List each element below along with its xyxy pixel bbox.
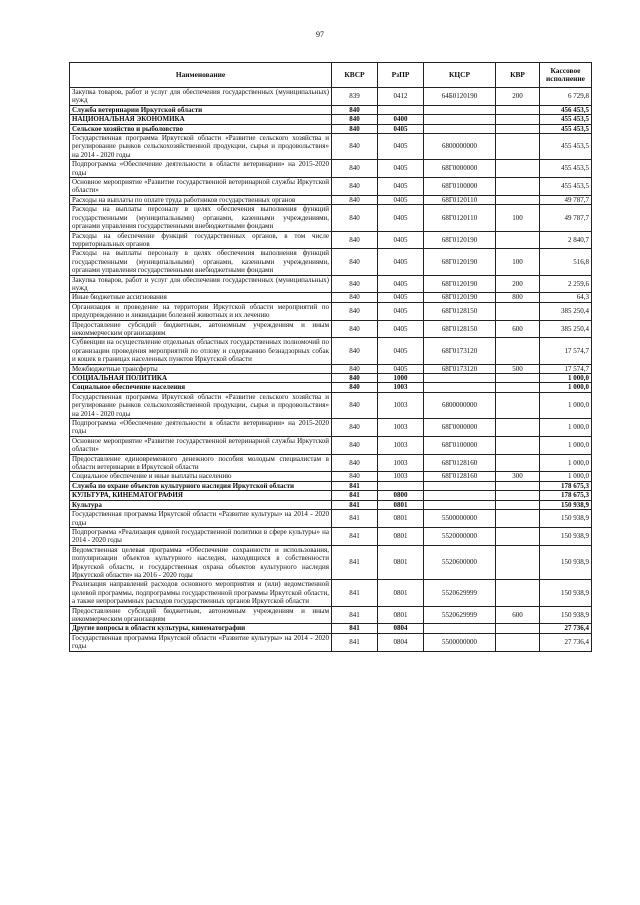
cell-kcsr: 68Г0120190 [424, 231, 496, 249]
cell-name: Закупка товаров, работ и услуг для обеспечения государственных (муниципальных) нужд [70, 275, 332, 293]
table-row [70, 115, 592, 124]
cell-kvsr: 840 [332, 364, 378, 373]
cell-kvsr: 840 [332, 195, 378, 204]
cell-kcsr: 5520000000 [424, 527, 496, 545]
cell-kcsr [424, 105, 496, 114]
table-row [70, 302, 592, 320]
cell-kvr [496, 527, 540, 545]
table-row [70, 606, 592, 624]
cell-amount: 6 729,8 [540, 88, 592, 106]
budget-table [69, 62, 592, 652]
cell-rzpr: 0405 [378, 302, 424, 320]
cell-amount: 178 675,3 [540, 481, 592, 490]
cell-kvr [496, 491, 540, 500]
cell-kvsr: 840 [332, 275, 378, 293]
table-row [70, 436, 592, 454]
cell-name: Социальное обеспечение и иные выплаты населению [70, 472, 332, 481]
cell-kcsr [424, 624, 496, 633]
cell-kcsr: 68Г0000000 [424, 419, 496, 437]
cell-amount: 27 736,4 [540, 624, 592, 633]
cell-amount: 150 938,9 [540, 527, 592, 545]
cell-kcsr [424, 115, 496, 124]
cell-kvsr: 840 [332, 115, 378, 124]
cell-kvr [496, 419, 540, 437]
cell-kvr [496, 195, 540, 204]
cell-kvsr: 841 [332, 491, 378, 500]
cell-kvr: 100 [496, 249, 540, 275]
cell-amount: 2 840,7 [540, 231, 592, 249]
table-row [70, 105, 592, 114]
cell-rzpr: 0405 [378, 124, 424, 133]
cell-name: НАЦИОНАЛЬНАЯ ЭКОНОМИКА [70, 115, 332, 124]
cell-amount: 150 938,9 [540, 580, 592, 606]
cell-amount: 1 000,0 [540, 454, 592, 472]
header-name: Наименование [70, 63, 332, 88]
table-row [70, 320, 592, 338]
cell-name: Другие вопросы в области культуры, кинематографии [70, 624, 332, 633]
cell-rzpr: 0405 [378, 160, 424, 178]
cell-kvr [496, 231, 540, 249]
cell-name: Ведомственная целевая программа «Обеспечение сохранности и использования, популяризации объектов культурного наследия, находящихся в собственности Иркутской области, и государственная охрана объектов культурного наследия Иркутской области» на 2016 - 2020 годы [70, 545, 332, 580]
cell-kvsr: 840 [332, 472, 378, 481]
table-row [70, 383, 592, 392]
cell-kcsr: 5520629999 [424, 580, 496, 606]
cell-kvr [496, 436, 540, 454]
table-row [70, 88, 592, 106]
cell-kcsr: 6800000000 [424, 392, 496, 418]
cell-kcsr: 68Г0100000 [424, 436, 496, 454]
cell-kvr [496, 633, 540, 651]
cell-amount: 27 736,4 [540, 633, 592, 651]
cell-amount: 150 938,9 [540, 606, 592, 624]
cell-amount: 1 000,0 [540, 392, 592, 418]
cell-rzpr: 0405 [378, 195, 424, 204]
cell-rzpr: 1003 [378, 436, 424, 454]
table-row [70, 195, 592, 204]
cell-kcsr: 68Г0120190 [424, 293, 496, 302]
cell-kcsr [424, 491, 496, 500]
cell-kcsr: 5500000000 [424, 633, 496, 651]
cell-kcsr [424, 374, 496, 383]
cell-name: Иные бюджетные ассигнования [70, 293, 332, 302]
cell-rzpr: 0412 [378, 88, 424, 106]
table-row [70, 205, 592, 231]
header-kcsr: КЦСР [424, 63, 496, 88]
cell-rzpr: 0804 [378, 633, 424, 651]
cell-rzpr: 0801 [378, 580, 424, 606]
cell-kvsr: 840 [332, 105, 378, 114]
table-row [70, 231, 592, 249]
cell-rzpr: 0800 [378, 491, 424, 500]
table-row [70, 454, 592, 472]
cell-rzpr: 0804 [378, 624, 424, 633]
cell-kcsr: 68Г0128150 [424, 320, 496, 338]
cell-amount: 455 453,5 [540, 134, 592, 160]
cell-kvsr: 840 [332, 205, 378, 231]
cell-rzpr: 0801 [378, 527, 424, 545]
cell-rzpr: 0405 [378, 231, 424, 249]
cell-kvsr: 840 [332, 124, 378, 133]
cell-name: Государственная программа Иркутской области «Развитие культуры» на 2014 - 2020 годы [70, 510, 332, 528]
cell-name: Реализация направлений расходов основного мероприятия и (или) ведомственной целевой программы, подпрограммы государственной программы Иркутской области, а также непрограммных расходов государственных органов Иркутской области [70, 580, 332, 606]
cell-kcsr: 64Б0120190 [424, 88, 496, 106]
cell-kvr: 500 [496, 364, 540, 373]
cell-kcsr: 68Г0120190 [424, 249, 496, 275]
cell-amount: 49 787,7 [540, 205, 592, 231]
cell-rzpr: 0801 [378, 545, 424, 580]
cell-amount: 1 000,0 [540, 374, 592, 383]
cell-amount: 178 675,3 [540, 491, 592, 500]
cell-rzpr: 0801 [378, 606, 424, 624]
table-row [70, 580, 592, 606]
cell-kvsr: 840 [332, 383, 378, 392]
cell-name: Расходы на выплаты персоналу в целях обеспечения выполнения функций государственными (муниципальными) органами, казенными учреждениями, органами управления государственными внебюджетными фондами [70, 205, 332, 231]
cell-rzpr: 0801 [378, 500, 424, 509]
cell-rzpr: 0405 [378, 338, 424, 364]
cell-kvsr: 840 [332, 249, 378, 275]
table-row [70, 178, 592, 196]
header-kvsr: КВСР [332, 63, 378, 88]
cell-name: Социальное обеспечение населения [70, 383, 332, 392]
cell-name: Государственная программа Иркутской области «Развитие сельского хозяйства и регулирование рынков сельскохозяйственной продукции, сырья и продовольствия» на 2014 - 2020 годы [70, 134, 332, 160]
cell-kcsr: 5500000000 [424, 510, 496, 528]
cell-amount: 385 250,4 [540, 320, 592, 338]
cell-kvsr: 841 [332, 510, 378, 528]
cell-kcsr [424, 124, 496, 133]
cell-kcsr: 68Г0128160 [424, 472, 496, 481]
cell-kcsr [424, 500, 496, 509]
cell-name: Расходы на выплаты персоналу в целях обеспечения выполнения функций государственными (муниципальными) органами, казенными учреждениями, органами управления государственными внебюджетными фондами [70, 249, 332, 275]
cell-kvr [496, 178, 540, 196]
cell-kcsr: 6800000000 [424, 134, 496, 160]
table-row [70, 500, 592, 509]
cell-kvr: 200 [496, 275, 540, 293]
cell-rzpr: 0405 [378, 275, 424, 293]
cell-kvr [496, 383, 540, 392]
cell-kvr [496, 392, 540, 418]
cell-name: КУЛЬТУРА, КИНЕМАТОГРАФИЯ [70, 491, 332, 500]
table-row [70, 160, 592, 178]
cell-kcsr: 68Г0120110 [424, 205, 496, 231]
cell-amount: 385 250,4 [540, 302, 592, 320]
table-row [70, 134, 592, 160]
table-row [70, 293, 592, 302]
cell-name: Служба ветеринарии Иркутской области [70, 105, 332, 114]
cell-kvsr: 840 [332, 374, 378, 383]
cell-kcsr: 68Г0100000 [424, 178, 496, 196]
table-row [70, 392, 592, 418]
cell-kvsr: 841 [332, 481, 378, 490]
cell-kvsr: 840 [332, 320, 378, 338]
cell-kvsr: 841 [332, 624, 378, 633]
cell-kcsr: 68Г0000000 [424, 160, 496, 178]
cell-kcsr: 68Г0173120 [424, 338, 496, 364]
cell-kcsr: 68Г0128150 [424, 302, 496, 320]
cell-kvr: 100 [496, 205, 540, 231]
cell-kvsr: 840 [332, 419, 378, 437]
cell-rzpr: 1003 [378, 419, 424, 437]
table-row [70, 364, 592, 373]
cell-kvr [496, 105, 540, 114]
cell-kvsr: 840 [332, 338, 378, 364]
cell-rzpr: 1003 [378, 472, 424, 481]
table-row [70, 527, 592, 545]
cell-name: Подпрограмма «Обеспечение деятельности в области ветеринарии» на 2015-2020 годы [70, 160, 332, 178]
cell-amount: 49 787,7 [540, 195, 592, 204]
cell-name: Закупка товаров, работ и услуг для обеспечения государственных (муниципальных) нужд [70, 88, 332, 106]
cell-kvr [496, 338, 540, 364]
cell-kvr [496, 624, 540, 633]
cell-kcsr: 68Г0120110 [424, 195, 496, 204]
cell-rzpr [378, 105, 424, 114]
cell-name: Культура [70, 500, 332, 509]
table-row [70, 510, 592, 528]
cell-kvsr: 840 [332, 134, 378, 160]
table-row [70, 374, 592, 383]
header-rzpr: РзПР [378, 63, 424, 88]
cell-name: Межбюджетные трансферты [70, 364, 332, 373]
cell-kvr: 200 [496, 88, 540, 106]
cell-rzpr: 0801 [378, 510, 424, 528]
cell-kvr [496, 510, 540, 528]
cell-name: Предоставление субсидий бюджетным, автономным учреждениям и иным некоммерческим организациям [70, 320, 332, 338]
cell-rzpr [378, 481, 424, 490]
cell-amount: 455 453,5 [540, 160, 592, 178]
cell-kvr [496, 580, 540, 606]
cell-rzpr: 0405 [378, 320, 424, 338]
table-row [70, 481, 592, 490]
cell-amount: 455 453,5 [540, 124, 592, 133]
table-row [70, 472, 592, 481]
header-amount: Кассовое исполнение [540, 63, 592, 88]
cell-amount: 64,3 [540, 293, 592, 302]
table-row [70, 491, 592, 500]
cell-name: Основное мероприятие «Развитие государственной ветеринарной службы Иркутской области» [70, 178, 332, 196]
cell-rzpr: 1000 [378, 374, 424, 383]
cell-kvsr: 840 [332, 178, 378, 196]
cell-kvsr: 841 [332, 545, 378, 580]
table-row [70, 275, 592, 293]
table-row [70, 419, 592, 437]
cell-kvr [496, 134, 540, 160]
cell-name: Служба по охране объектов культурного наследия Иркутской области [70, 481, 332, 490]
cell-rzpr: 1003 [378, 392, 424, 418]
table-row [70, 249, 592, 275]
table-row [70, 545, 592, 580]
cell-amount: 455 453,5 [540, 115, 592, 124]
cell-amount: 1 000,0 [540, 436, 592, 454]
cell-kcsr: 68Г0128160 [424, 454, 496, 472]
cell-name: Расходы на обеспечение функций государственных органов, в том числе территориальных органов [70, 231, 332, 249]
cell-amount: 1 000,0 [540, 419, 592, 437]
cell-kvsr: 841 [332, 633, 378, 651]
cell-name: Организация и проведение на территории Иркутской области мероприятий по предупреждению и ликвидации болезней животных и их лечению [70, 302, 332, 320]
cell-kvsr: 840 [332, 454, 378, 472]
cell-name: Государственная программа Иркутской области «Развитие культуры» на 2014 - 2020 годы [70, 633, 332, 651]
cell-rzpr: 1003 [378, 383, 424, 392]
cell-kvsr: 840 [332, 231, 378, 249]
page-number: 97 [316, 30, 324, 39]
cell-name: Предоставление единовременного денежного пособия молодым специалистам в области ветеринарии в Иркутской области [70, 454, 332, 472]
table-row [70, 338, 592, 364]
cell-amount: 150 938,9 [540, 510, 592, 528]
cell-kcsr: 68Г0173120 [424, 364, 496, 373]
cell-kcsr: 5520600000 [424, 545, 496, 580]
cell-kvr: 600 [496, 320, 540, 338]
table-row [70, 124, 592, 133]
cell-kvr [496, 454, 540, 472]
cell-kvr [496, 481, 540, 490]
cell-kvr [496, 115, 540, 124]
cell-kvsr: 840 [332, 302, 378, 320]
cell-kvr [496, 374, 540, 383]
cell-kvsr: 840 [332, 293, 378, 302]
cell-rzpr: 0400 [378, 115, 424, 124]
cell-kvr [496, 124, 540, 133]
cell-name: Подпрограмма «Обеспечение деятельности в области ветеринарии» на 2015-2020 годы [70, 419, 332, 437]
cell-kvr [496, 302, 540, 320]
cell-name: Подпрограмма «Реализация единой государственной политики в сфере культуры» на 2014 - 2020 годы [70, 527, 332, 545]
header-kvr: КВР [496, 63, 540, 88]
cell-kcsr [424, 481, 496, 490]
cell-name: Предоставление субсидий бюджетным, автономным учреждениям и иным некоммерческим организациям [70, 606, 332, 624]
cell-kvr: 300 [496, 472, 540, 481]
cell-kvr: 600 [496, 606, 540, 624]
cell-name: СОЦИАЛЬНАЯ ПОЛИТИКА [70, 374, 332, 383]
cell-kcsr [424, 383, 496, 392]
cell-kvr: 800 [496, 293, 540, 302]
cell-kvsr: 841 [332, 580, 378, 606]
cell-kvsr: 840 [332, 436, 378, 454]
cell-amount: 17 574,7 [540, 364, 592, 373]
cell-name: Субвенции на осуществление отдельных областных государственных полномочий по организации проведения мероприятий по отлову и содержанию безнадзорных собак и кошек в границах населенных пунктов Иркутской области [70, 338, 332, 364]
cell-amount: 516,8 [540, 249, 592, 275]
cell-rzpr: 1003 [378, 454, 424, 472]
cell-rzpr: 0405 [378, 249, 424, 275]
cell-kvr [496, 160, 540, 178]
cell-rzpr: 0405 [378, 364, 424, 373]
cell-kvr [496, 545, 540, 580]
cell-rzpr: 0405 [378, 134, 424, 160]
cell-amount: 455 453,5 [540, 178, 592, 196]
cell-name: Основное мероприятие «Развитие государственной ветеринарной службы Иркутской области» [70, 436, 332, 454]
cell-amount: 150 938,9 [540, 500, 592, 509]
cell-kvsr: 839 [332, 88, 378, 106]
cell-name: Сельское хозяйство и рыболовство [70, 124, 332, 133]
cell-kvsr: 841 [332, 527, 378, 545]
cell-rzpr: 0405 [378, 293, 424, 302]
cell-amount: 17 574,7 [540, 338, 592, 364]
cell-name: Государственная программа Иркутской области «Развитие сельского хозяйства и регулирование рынков сельскохозяйственной продукции, сырья и продовольствия» на 2014 - 2020 годы [70, 392, 332, 418]
table-row [70, 624, 592, 633]
cell-name: Расходы на выплаты по оплате труда работников государственных органов [70, 195, 332, 204]
cell-amount: 2 259,6 [540, 275, 592, 293]
cell-kcsr: 5520629999 [424, 606, 496, 624]
cell-kvsr: 840 [332, 392, 378, 418]
table-header-row [70, 63, 592, 88]
cell-amount: 456 453,5 [540, 105, 592, 114]
cell-kvr [496, 500, 540, 509]
cell-amount: 1 000,0 [540, 383, 592, 392]
cell-kcsr: 68Г0120190 [424, 275, 496, 293]
cell-kvsr: 841 [332, 606, 378, 624]
cell-kvsr: 840 [332, 160, 378, 178]
cell-kvsr: 841 [332, 500, 378, 509]
cell-rzpr: 0405 [378, 205, 424, 231]
cell-amount: 150 938,9 [540, 545, 592, 580]
table-row [70, 633, 592, 651]
cell-rzpr: 0405 [378, 178, 424, 196]
cell-amount: 1 000,0 [540, 472, 592, 481]
